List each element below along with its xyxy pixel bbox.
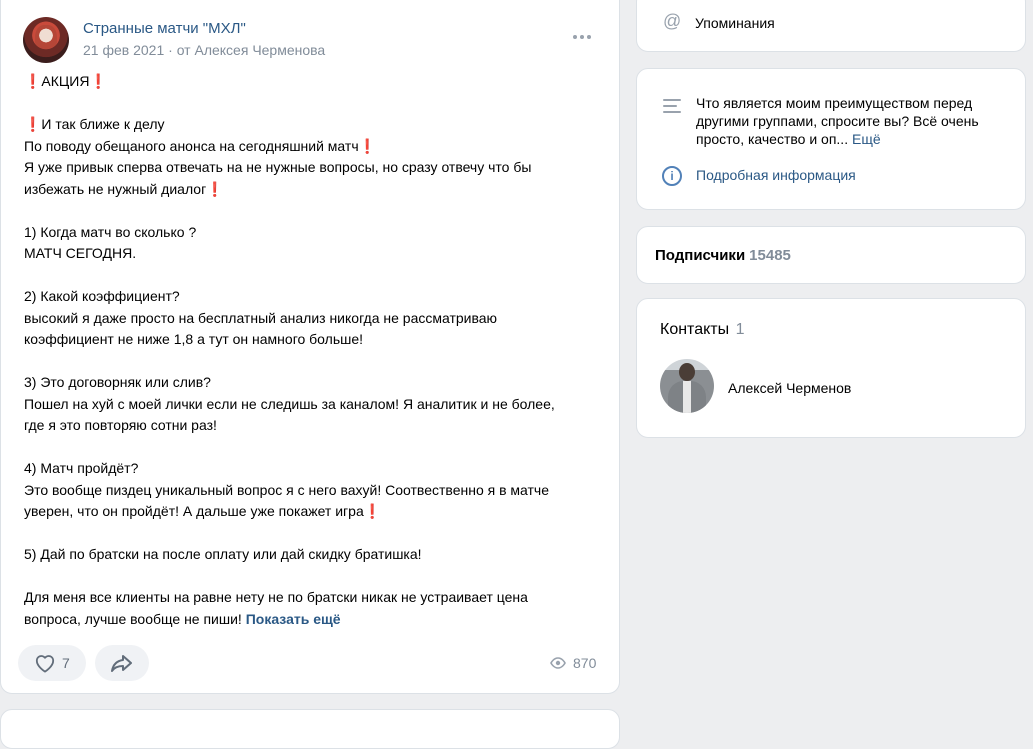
paragraph-gap [24,566,594,588]
group-name-link[interactable]: Странные матчи "МХЛ" [83,20,246,37]
contacts-title[interactable]: Контакты 1 [660,321,745,338]
author-link[interactable]: Алексея Черменова [194,42,326,58]
post-line: Для меня все клиенты на равне нету не по братски никак не устраивает цена [24,589,528,605]
mentions-label: Упоминания [695,15,775,31]
post-date[interactable]: 21 фев 2021 [83,42,165,58]
post-line: 5) Дай по братски на после оплату или дай скидку братишка! [24,546,422,562]
subscribers-title: Подписчики 15485 [655,247,791,264]
post-line: Это вообще пиздец уникальный вопрос я с него вахуй! Соотвественно я в матче [24,481,550,498]
post-line: Я уже привык сперва отвечать на не нужные вопросы, но сразу отвечу что бы [24,159,532,175]
subscribers-card[interactable] [636,226,1026,284]
paragraph-gap [24,265,594,287]
views-counter [550,655,596,671]
post-line: 2) Какой коэффициент? [24,288,180,304]
author-prefix: от [176,42,191,58]
post-line: уверен, что он пройдёт! А дальше уже покажет игра❗ [24,503,382,519]
post-line: вопроса, лучше вообще не пиши! Показать ещё [24,610,341,627]
next-post-card [0,709,620,749]
contacts-count: 1 [735,321,745,338]
likes-count: 7 [62,655,70,671]
post-line: 1) Когда матч во сколько ? [24,223,197,240]
at-icon: @ [663,11,682,31]
post-line: избежать не нужный диалог❗ [24,180,224,197]
paragraph-gap [24,523,594,545]
heart-icon [34,653,56,673]
post-line: По поводу обещаного анонса на сегодняшний матч❗ [24,137,377,154]
group-avatar[interactable] [23,17,69,63]
post-text [24,71,594,630]
post-line: МАТЧ СЕГОДНЯ. [24,245,137,261]
post-line: высокий я даже просто на бесплатный анализ никогда не рассматриваю [24,309,498,326]
mentions-link[interactable] [636,0,1026,52]
description-icon [663,99,681,117]
paragraph-gap [24,200,594,222]
post-line: где я это повторяю сотни раз! [24,417,217,433]
show-more-link[interactable]: Показать ещё [241,610,341,627]
description-more-link[interactable]: Ещё [851,131,881,147]
paragraph-gap [24,437,594,459]
detailed-info-link[interactable]: Подробная информация [696,167,856,183]
post-line: Пошел на хуй с моей лички если не следишь за каналом! Я аналитик и не более, [24,395,555,412]
paragraph-gap [24,351,594,373]
share-icon [110,653,134,673]
subscribers-count: 15485 [749,247,791,264]
info-icon: i [662,166,682,186]
paragraph-gap [24,93,594,115]
post-line: ❗И так ближе к делу [24,116,165,132]
views-count: 870 [573,655,597,671]
contacts-card [636,298,1026,438]
contact-name-link[interactable]: Алексей Черменов [728,380,852,396]
like-button[interactable] [18,645,86,681]
post-line: ❗АКЦИЯ❗ [24,73,107,89]
post-line: коэффициент не ниже 1,8 а тут он намного больше! [24,331,364,347]
post-meta: 21 фев 2021 · от Алексея Черменова [83,42,326,58]
post-line: 4) Матч пройдёт? [24,460,139,476]
contact-avatar[interactable] [660,359,714,413]
more-options-icon[interactable] [573,33,595,41]
group-description: Что является моим преимуществом перед другими группами, спросите вы? Всё очень просто, качество и оп... Ещё [696,95,979,147]
post-line: 3) Это договорняк или слив? [24,374,211,390]
eye-icon [550,657,566,669]
about-card [636,68,1026,210]
share-button[interactable] [95,645,149,681]
